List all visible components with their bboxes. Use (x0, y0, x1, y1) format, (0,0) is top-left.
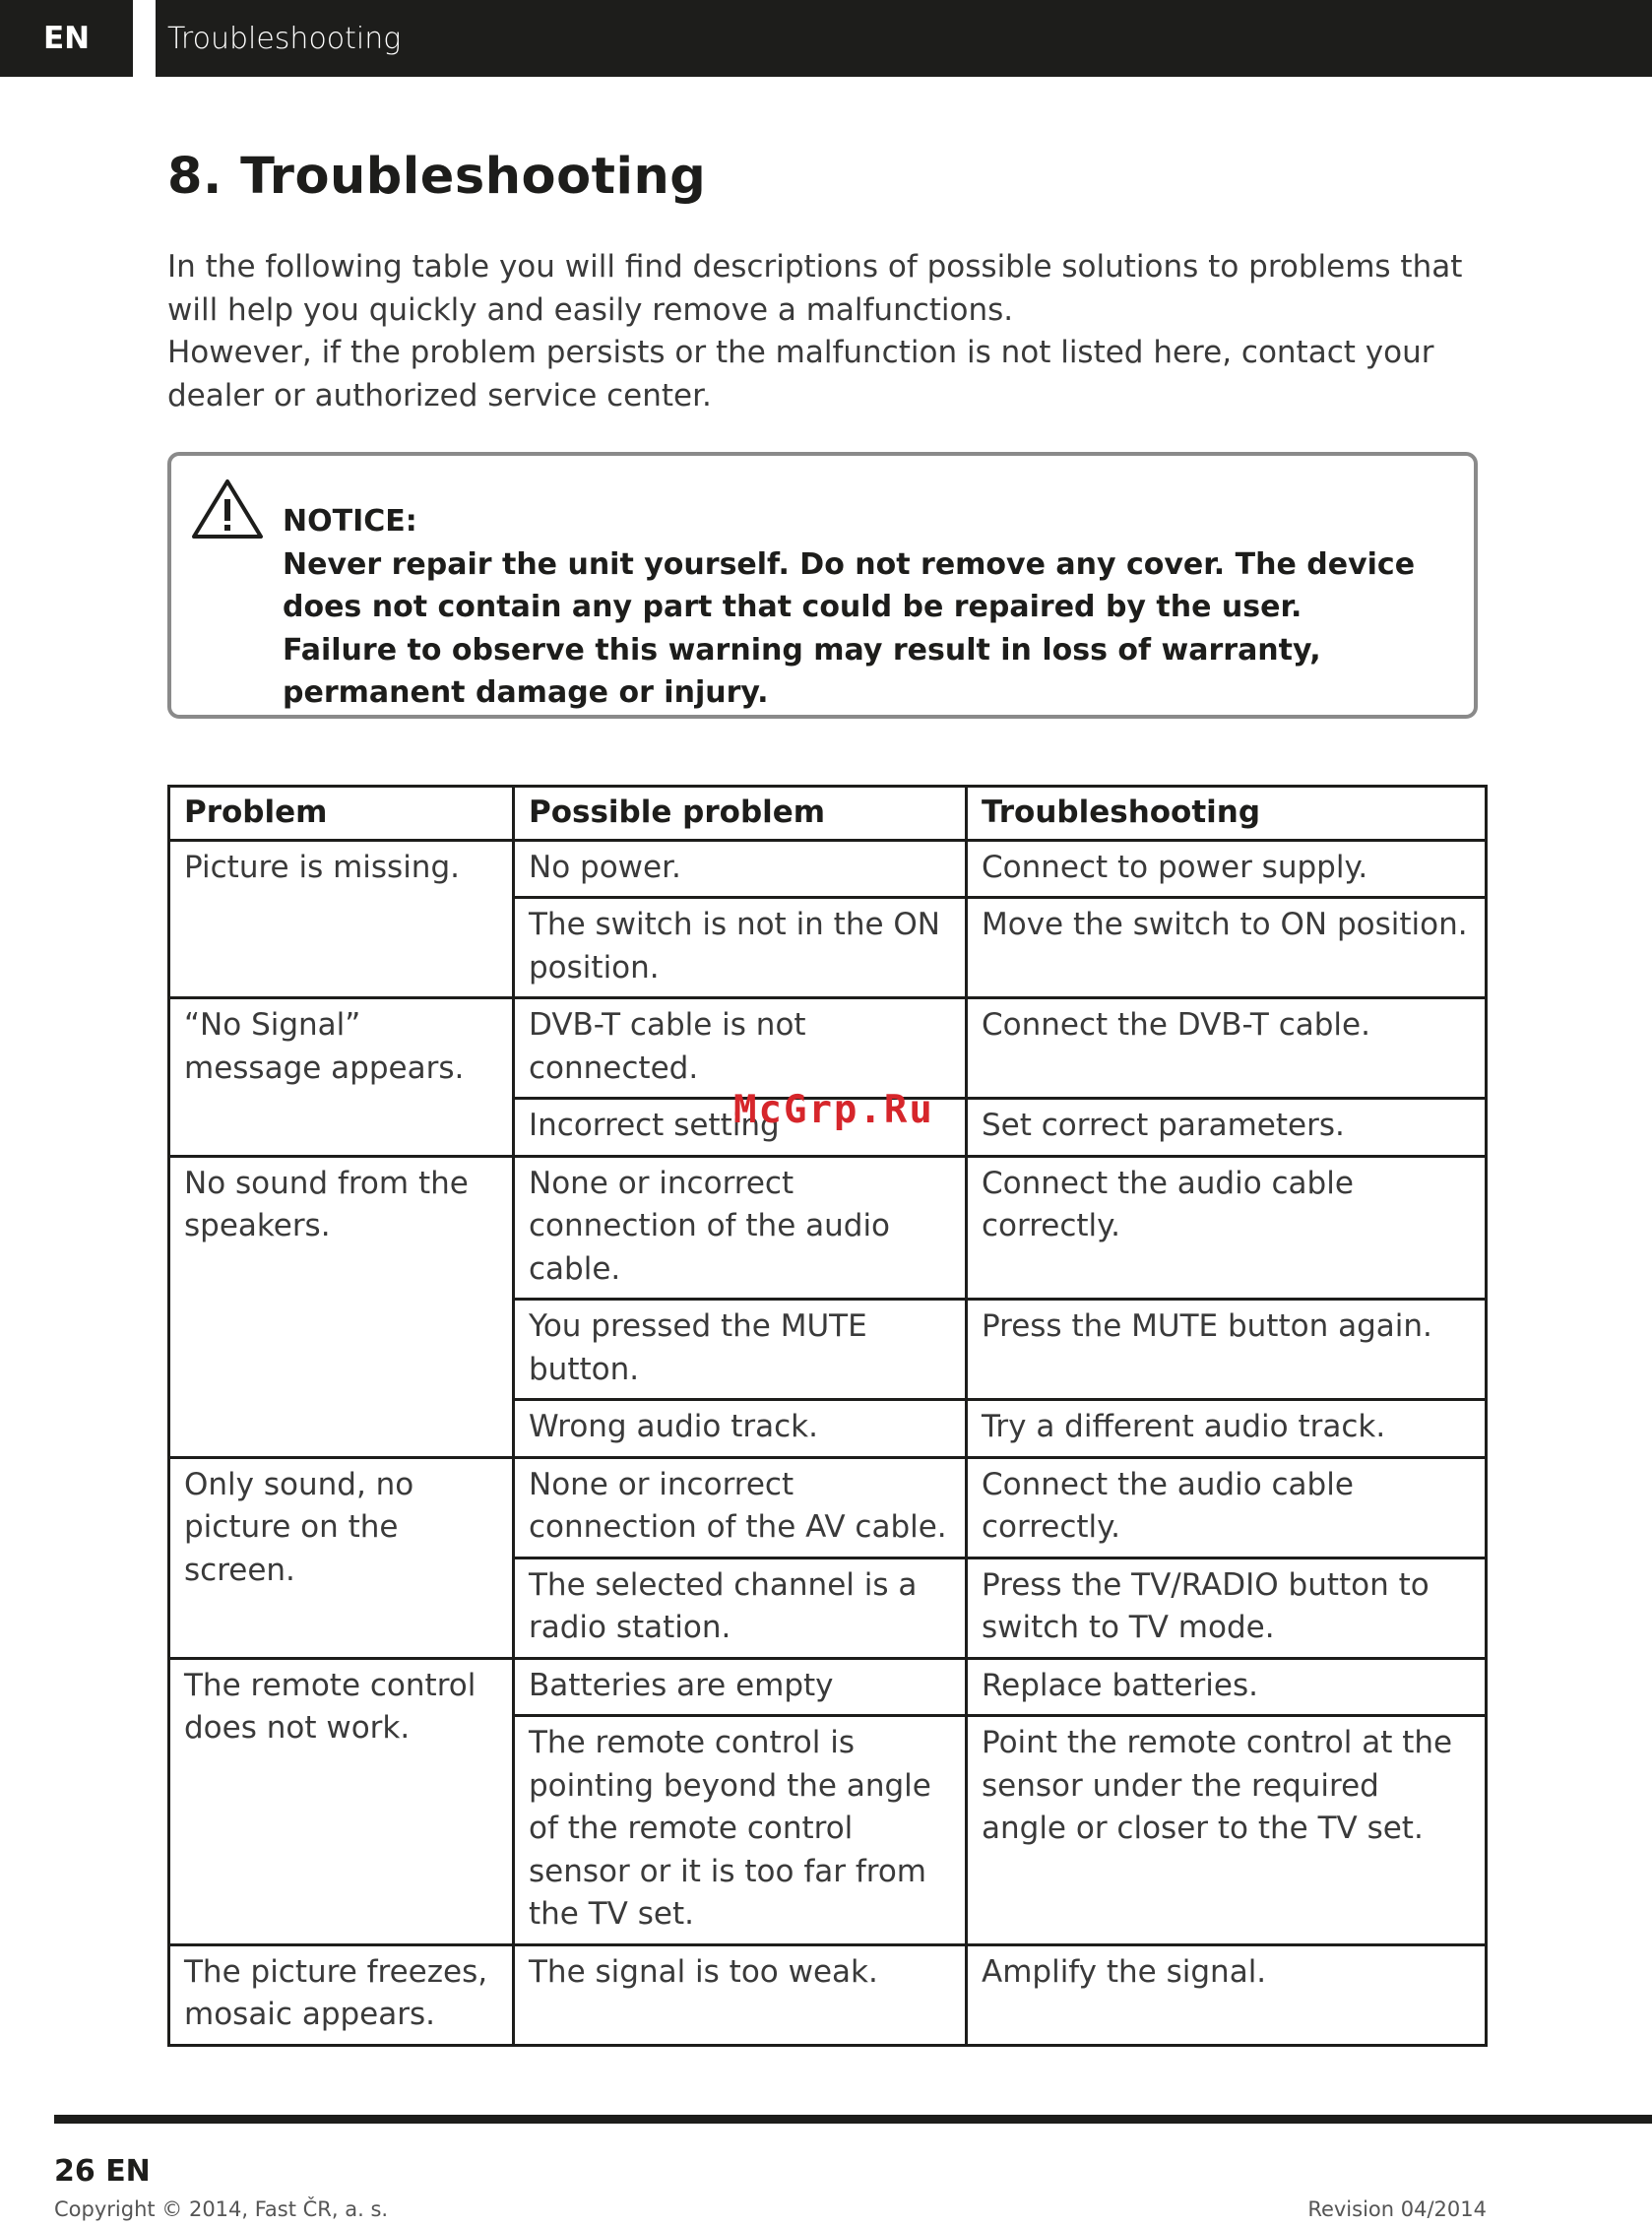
column-header-troubleshooting: Troubleshooting (967, 787, 1487, 841)
fix-cell: Replace batteries. (967, 1658, 1487, 1716)
header-divider (133, 0, 156, 77)
notice-text (283, 500, 1464, 715)
cause-cell: The switch is not in the ON position. (514, 898, 967, 998)
problem-cell: No sound from the speakers. (169, 1156, 514, 1457)
fix-cell: Set correct parameters. (967, 1099, 1487, 1157)
table-row (169, 840, 1487, 898)
cause-cell: The signal is too weak. (514, 1944, 967, 2045)
cause-cell: The selected channel is a radio station. (514, 1558, 967, 1658)
table-row (169, 998, 1487, 1099)
notice-box (167, 452, 1478, 719)
problem-cell: Picture is missing. (169, 840, 514, 998)
copyright-text: Copyright © 2014, Fast ČR, a. s. (54, 2197, 389, 2221)
cause-cell: No power. (514, 840, 967, 898)
table-row (169, 1156, 1487, 1300)
page-number: 26 EN (54, 2154, 151, 2189)
page-title: 8. Troubleshooting (167, 148, 707, 206)
fix-cell: Connect the audio cable correctly. (967, 1156, 1487, 1300)
table-header-row (169, 787, 1487, 841)
column-header-possible-problem: Possible problem (514, 787, 967, 841)
fix-cell: Point the remote control at the sensor under the required angle or closer to the TV set. (967, 1716, 1487, 1945)
cause-cell: None or incorrect connection of the AV cable. (514, 1457, 967, 1558)
notice-heading: NOTICE: (283, 504, 417, 539)
problem-cell: “No Signal” message appears. (169, 998, 514, 1157)
cause-cell: You pressed the MUTE button. (514, 1300, 967, 1400)
notice-line-1: Never repair the unit yourself. Do not remove any cover. The device does not contain any part that could be repaired by the user. (283, 546, 1416, 624)
cause-cell: Wrong audio track. (514, 1400, 967, 1458)
troubleshooting-table (167, 785, 1488, 2047)
watermark: McGrp.Ru (733, 1088, 934, 1132)
intro-paragraph-1: In the following table you will find descriptions of possible solutions to problems that will help you quickly and easily remove a malfunctions. (167, 249, 1463, 328)
table-row (169, 1944, 1487, 2045)
language-tab: EN (0, 0, 133, 77)
notice-line-2: Failure to observe this warning may result in loss of warranty, permanent damage or injury. (283, 632, 1321, 710)
cause-cell: None or incorrect connection of the audio cable. (514, 1156, 967, 1300)
fix-cell: Connect the audio cable correctly. (967, 1457, 1487, 1558)
revision-text: Revision 04/2014 (1307, 2197, 1487, 2221)
intro-paragraph-2: However, if the problem persists or the malfunction is not listed here, contact your dealer or authorized service center. (167, 335, 1434, 413)
problem-cell: The picture freezes, mosaic appears. (169, 1944, 514, 2045)
warning-triangle-icon (190, 477, 265, 541)
intro-text (167, 246, 1487, 417)
cause-cell: DVB-T cable is not connected. (514, 998, 967, 1099)
fix-cell: Amplify the signal. (967, 1944, 1487, 2045)
cause-cell: Batteries are empty (514, 1658, 967, 1716)
header-section-title: Troubleshooting (167, 22, 402, 56)
fix-cell: Move the switch to ON position. (967, 898, 1487, 998)
fix-cell: Press the TV/RADIO button to switch to TV mode. (967, 1558, 1487, 1658)
problem-cell: Only sound, no picture on the screen. (169, 1457, 514, 1658)
fix-cell: Try a different audio track. (967, 1400, 1487, 1458)
footer-divider (54, 2115, 1652, 2124)
table-row (169, 1457, 1487, 1558)
fix-cell: Connect to power supply. (967, 840, 1487, 898)
fix-cell: Press the MUTE button again. (967, 1300, 1487, 1400)
column-header-problem: Problem (169, 787, 514, 841)
problem-cell: The remote control does not work. (169, 1658, 514, 1944)
cause-cell: The remote control is pointing beyond the angle of the remote control sensor or it is too far from the TV set. (514, 1716, 967, 1945)
table-row (169, 1658, 1487, 1716)
fix-cell: Connect the DVB-T cable. (967, 998, 1487, 1099)
cause-cell: Incorrect setting (514, 1099, 967, 1157)
